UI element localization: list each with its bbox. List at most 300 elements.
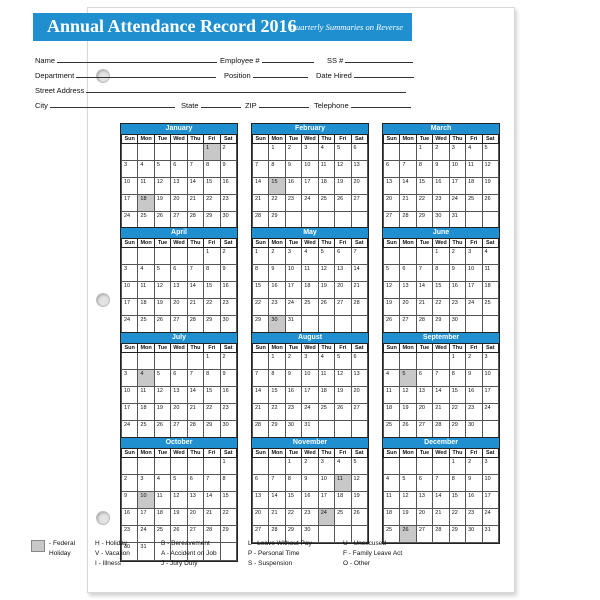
day-cell[interactable]: 2 bbox=[466, 458, 482, 475]
day-cell[interactable]: 8 bbox=[416, 161, 432, 178]
day-cell[interactable]: 21 bbox=[187, 299, 203, 316]
day-cell[interactable]: 9 bbox=[220, 265, 236, 282]
day-cell[interactable]: 25 bbox=[482, 299, 498, 316]
day-cell[interactable]: 23 bbox=[302, 509, 318, 526]
employee-number-field[interactable] bbox=[220, 55, 314, 65]
day-cell[interactable]: 30 bbox=[122, 543, 138, 560]
city-field[interactable] bbox=[35, 100, 175, 110]
day-cell[interactable]: 8 bbox=[269, 161, 285, 178]
day-cell[interactable]: 1 bbox=[449, 458, 465, 475]
state-field[interactable] bbox=[181, 100, 241, 110]
day-cell[interactable]: 17 bbox=[318, 492, 334, 509]
day-cell[interactable]: 19 bbox=[318, 282, 334, 299]
day-cell[interactable]: 5 bbox=[351, 458, 367, 475]
day-cell[interactable]: 17 bbox=[302, 387, 318, 404]
day-cell[interactable]: 26 bbox=[171, 526, 187, 543]
day-cell[interactable]: 23 bbox=[122, 526, 138, 543]
day-cell[interactable]: 11 bbox=[466, 161, 482, 178]
day-cell-holiday[interactable]: 15 bbox=[269, 178, 285, 195]
day-cell[interactable]: 24 bbox=[122, 212, 138, 229]
day-cell[interactable]: 17 bbox=[466, 282, 482, 299]
day-cell[interactable]: 22 bbox=[220, 509, 236, 526]
day-cell[interactable]: 17 bbox=[482, 492, 498, 509]
day-cell[interactable]: 24 bbox=[302, 195, 318, 212]
day-cell[interactable]: 16 bbox=[466, 492, 482, 509]
day-cell[interactable]: 27 bbox=[416, 526, 432, 543]
day-cell[interactable]: 11 bbox=[318, 370, 334, 387]
day-cell[interactable]: 7 bbox=[269, 475, 285, 492]
day-cell[interactable]: 4 bbox=[335, 458, 351, 475]
day-cell[interactable]: 13 bbox=[351, 161, 367, 178]
day-cell[interactable]: 20 bbox=[335, 282, 351, 299]
day-cell[interactable]: 14 bbox=[400, 178, 416, 195]
day-cell[interactable]: 25 bbox=[384, 421, 400, 438]
day-cell[interactable]: 2 bbox=[285, 353, 301, 370]
day-cell[interactable]: 23 bbox=[466, 509, 482, 526]
day-cell[interactable]: 25 bbox=[318, 195, 334, 212]
day-cell[interactable]: 23 bbox=[269, 299, 285, 316]
day-cell[interactable]: 3 bbox=[482, 353, 498, 370]
day-cell[interactable]: 30 bbox=[220, 212, 236, 229]
day-cell[interactable]: 25 bbox=[335, 509, 351, 526]
day-cell[interactable]: 19 bbox=[384, 299, 400, 316]
day-cell[interactable]: 30 bbox=[466, 526, 482, 543]
day-cell[interactable]: 23 bbox=[433, 195, 449, 212]
day-cell[interactable]: 10 bbox=[449, 161, 465, 178]
day-cell[interactable]: 10 bbox=[122, 387, 138, 404]
day-cell[interactable]: 15 bbox=[220, 492, 236, 509]
day-cell[interactable]: 20 bbox=[187, 509, 203, 526]
day-cell[interactable]: 11 bbox=[384, 492, 400, 509]
day-cell[interactable]: 12 bbox=[154, 178, 170, 195]
day-cell[interactable]: 4 bbox=[384, 370, 400, 387]
day-cell[interactable]: 25 bbox=[384, 526, 400, 543]
day-cell[interactable]: 22 bbox=[204, 195, 220, 212]
day-cell[interactable]: 25 bbox=[138, 212, 154, 229]
day-cell[interactable]: 31 bbox=[482, 526, 498, 543]
day-cell[interactable]: 29 bbox=[269, 421, 285, 438]
day-cell[interactable]: 28 bbox=[187, 316, 203, 333]
day-cell[interactable]: 23 bbox=[285, 195, 301, 212]
day-cell[interactable]: 14 bbox=[433, 492, 449, 509]
day-cell[interactable]: 3 bbox=[122, 370, 138, 387]
day-cell[interactable]: 4 bbox=[154, 475, 170, 492]
day-cell[interactable]: 3 bbox=[122, 161, 138, 178]
day-cell[interactable]: 11 bbox=[154, 492, 170, 509]
day-cell[interactable]: 22 bbox=[204, 299, 220, 316]
day-cell[interactable]: 2 bbox=[122, 475, 138, 492]
day-cell[interactable]: 24 bbox=[482, 404, 498, 421]
day-cell[interactable]: 4 bbox=[138, 265, 154, 282]
day-cell[interactable]: 2 bbox=[285, 144, 301, 161]
day-cell[interactable]: 4 bbox=[482, 248, 498, 265]
day-cell[interactable]: 6 bbox=[400, 265, 416, 282]
day-cell[interactable]: 8 bbox=[204, 161, 220, 178]
day-cell[interactable]: 2 bbox=[269, 248, 285, 265]
day-cell[interactable]: 5 bbox=[154, 161, 170, 178]
day-cell[interactable]: 18 bbox=[335, 492, 351, 509]
day-cell[interactable]: 13 bbox=[335, 265, 351, 282]
day-cell[interactable]: 26 bbox=[482, 195, 498, 212]
day-cell[interactable]: 13 bbox=[416, 387, 432, 404]
day-cell[interactable]: 29 bbox=[204, 421, 220, 438]
day-cell[interactable]: 13 bbox=[171, 282, 187, 299]
day-cell[interactable]: 14 bbox=[187, 387, 203, 404]
day-cell-holiday[interactable]: 11 bbox=[335, 475, 351, 492]
day-cell[interactable]: 26 bbox=[384, 316, 400, 333]
day-cell[interactable]: 7 bbox=[204, 475, 220, 492]
day-cell[interactable]: 16 bbox=[285, 387, 301, 404]
day-cell[interactable]: 26 bbox=[351, 509, 367, 526]
day-cell[interactable]: 17 bbox=[449, 178, 465, 195]
day-cell[interactable]: 14 bbox=[204, 492, 220, 509]
day-cell[interactable]: 5 bbox=[171, 475, 187, 492]
day-cell[interactable]: 30 bbox=[285, 421, 301, 438]
day-cell[interactable]: 11 bbox=[302, 265, 318, 282]
day-cell[interactable]: 16 bbox=[285, 178, 301, 195]
day-cell[interactable]: 13 bbox=[384, 178, 400, 195]
day-cell[interactable]: 6 bbox=[335, 248, 351, 265]
day-cell[interactable]: 9 bbox=[220, 161, 236, 178]
day-cell[interactable]: 29 bbox=[220, 526, 236, 543]
day-cell[interactable]: 20 bbox=[400, 299, 416, 316]
day-cell[interactable]: 7 bbox=[400, 161, 416, 178]
day-cell[interactable]: 27 bbox=[171, 316, 187, 333]
day-cell[interactable]: 29 bbox=[204, 212, 220, 229]
day-cell[interactable]: 14 bbox=[416, 282, 432, 299]
day-cell[interactable]: 19 bbox=[482, 178, 498, 195]
day-cell[interactable]: 15 bbox=[449, 492, 465, 509]
day-cell[interactable]: 6 bbox=[187, 475, 203, 492]
day-cell[interactable]: 3 bbox=[285, 248, 301, 265]
day-cell[interactable]: 13 bbox=[171, 178, 187, 195]
day-cell[interactable]: 7 bbox=[187, 265, 203, 282]
day-cell[interactable]: 12 bbox=[400, 387, 416, 404]
day-cell[interactable]: 22 bbox=[269, 195, 285, 212]
day-cell[interactable]: 3 bbox=[466, 248, 482, 265]
day-cell[interactable]: 22 bbox=[285, 509, 301, 526]
day-cell[interactable]: 19 bbox=[400, 509, 416, 526]
day-cell[interactable]: 18 bbox=[318, 178, 334, 195]
day-cell[interactable]: 26 bbox=[335, 404, 351, 421]
day-cell[interactable]: 3 bbox=[138, 475, 154, 492]
day-cell[interactable]: 9 bbox=[466, 370, 482, 387]
day-cell[interactable]: 9 bbox=[302, 475, 318, 492]
day-cell[interactable]: 2 bbox=[433, 144, 449, 161]
day-cell[interactable]: 2 bbox=[302, 458, 318, 475]
day-cell-holiday[interactable]: 5 bbox=[400, 370, 416, 387]
day-cell[interactable]: 29 bbox=[204, 316, 220, 333]
day-cell[interactable]: 25 bbox=[154, 526, 170, 543]
day-cell[interactable]: 21 bbox=[416, 299, 432, 316]
day-cell[interactable]: 2 bbox=[466, 353, 482, 370]
day-cell[interactable]: 28 bbox=[400, 212, 416, 229]
day-cell[interactable]: 1 bbox=[285, 458, 301, 475]
day-cell[interactable]: 9 bbox=[285, 370, 301, 387]
day-cell[interactable]: 27 bbox=[416, 421, 432, 438]
day-cell[interactable]: 19 bbox=[154, 195, 170, 212]
day-cell[interactable]: 8 bbox=[204, 370, 220, 387]
day-cell[interactable]: 6 bbox=[171, 265, 187, 282]
day-cell[interactable]: 10 bbox=[318, 475, 334, 492]
day-cell[interactable]: 31 bbox=[302, 421, 318, 438]
day-cell[interactable]: 21 bbox=[400, 195, 416, 212]
day-cell[interactable]: 28 bbox=[187, 421, 203, 438]
ss-number-field[interactable] bbox=[327, 55, 413, 65]
day-cell[interactable]: 12 bbox=[171, 492, 187, 509]
day-cell[interactable]: 23 bbox=[220, 404, 236, 421]
day-cell[interactable]: 12 bbox=[154, 282, 170, 299]
day-cell[interactable]: 11 bbox=[138, 387, 154, 404]
day-cell[interactable]: 1 bbox=[204, 353, 220, 370]
telephone-field[interactable] bbox=[314, 100, 411, 110]
day-cell[interactable]: 6 bbox=[171, 370, 187, 387]
day-cell[interactable]: 26 bbox=[400, 421, 416, 438]
day-cell[interactable]: 27 bbox=[400, 316, 416, 333]
day-cell[interactable]: 8 bbox=[253, 265, 269, 282]
day-cell[interactable]: 12 bbox=[335, 161, 351, 178]
day-cell-holiday[interactable]: 10 bbox=[138, 492, 154, 509]
day-cell[interactable]: 28 bbox=[204, 526, 220, 543]
day-cell[interactable]: 4 bbox=[318, 353, 334, 370]
day-cell-holiday[interactable]: 18 bbox=[138, 195, 154, 212]
day-cell[interactable]: 14 bbox=[253, 387, 269, 404]
day-cell[interactable]: 17 bbox=[482, 387, 498, 404]
day-cell[interactable]: 8 bbox=[449, 475, 465, 492]
day-cell-holiday[interactable]: 1 bbox=[204, 144, 220, 161]
day-cell[interactable]: 6 bbox=[351, 144, 367, 161]
day-cell[interactable]: 15 bbox=[204, 282, 220, 299]
day-cell[interactable]: 2 bbox=[220, 248, 236, 265]
day-cell-holiday[interactable]: 26 bbox=[400, 526, 416, 543]
day-cell[interactable]: 1 bbox=[204, 248, 220, 265]
day-cell[interactable]: 5 bbox=[384, 265, 400, 282]
day-cell[interactable]: 21 bbox=[204, 509, 220, 526]
day-cell[interactable]: 15 bbox=[204, 178, 220, 195]
day-cell[interactable]: 21 bbox=[253, 404, 269, 421]
day-cell[interactable]: 26 bbox=[154, 421, 170, 438]
day-cell[interactable]: 11 bbox=[138, 178, 154, 195]
day-cell[interactable]: 7 bbox=[253, 370, 269, 387]
day-cell[interactable]: 15 bbox=[285, 492, 301, 509]
day-cell[interactable]: 1 bbox=[416, 144, 432, 161]
day-cell[interactable]: 10 bbox=[302, 161, 318, 178]
day-cell[interactable]: 7 bbox=[351, 248, 367, 265]
day-cell[interactable]: 15 bbox=[433, 282, 449, 299]
day-cell[interactable]: 16 bbox=[122, 509, 138, 526]
day-cell[interactable]: 30 bbox=[433, 212, 449, 229]
day-cell[interactable]: 12 bbox=[482, 161, 498, 178]
day-cell[interactable]: 4 bbox=[384, 475, 400, 492]
department-field[interactable] bbox=[35, 70, 216, 80]
day-cell[interactable]: 9 bbox=[269, 265, 285, 282]
day-cell[interactable]: 9 bbox=[466, 475, 482, 492]
day-cell[interactable]: 7 bbox=[416, 265, 432, 282]
day-cell[interactable]: 13 bbox=[400, 282, 416, 299]
day-cell[interactable]: 3 bbox=[318, 458, 334, 475]
day-cell[interactable]: 14 bbox=[433, 387, 449, 404]
day-cell[interactable]: 7 bbox=[187, 161, 203, 178]
day-cell[interactable]: 16 bbox=[302, 492, 318, 509]
day-cell-holiday[interactable]: 24 bbox=[318, 509, 334, 526]
day-cell[interactable]: 1 bbox=[269, 144, 285, 161]
day-cell[interactable]: 22 bbox=[204, 404, 220, 421]
day-cell[interactable]: 20 bbox=[253, 509, 269, 526]
day-cell[interactable]: 15 bbox=[416, 178, 432, 195]
day-cell[interactable]: 8 bbox=[449, 370, 465, 387]
day-cell[interactable]: 31 bbox=[138, 543, 154, 560]
day-cell[interactable]: 22 bbox=[416, 195, 432, 212]
day-cell[interactable]: 27 bbox=[253, 526, 269, 543]
day-cell-holiday[interactable]: 30 bbox=[269, 316, 285, 333]
day-cell[interactable]: 18 bbox=[384, 404, 400, 421]
day-cell[interactable]: 12 bbox=[154, 387, 170, 404]
day-cell[interactable]: 28 bbox=[253, 212, 269, 229]
day-cell[interactable]: 29 bbox=[269, 212, 285, 229]
day-cell[interactable]: 28 bbox=[269, 526, 285, 543]
day-cell[interactable]: 30 bbox=[220, 316, 236, 333]
day-cell[interactable]: 11 bbox=[384, 387, 400, 404]
day-cell[interactable]: 20 bbox=[351, 178, 367, 195]
day-cell[interactable]: 12 bbox=[335, 370, 351, 387]
day-cell[interactable]: 31 bbox=[285, 316, 301, 333]
day-cell[interactable]: 12 bbox=[351, 475, 367, 492]
day-cell[interactable]: 15 bbox=[204, 387, 220, 404]
day-cell[interactable]: 7 bbox=[433, 475, 449, 492]
day-cell[interactable]: 10 bbox=[285, 265, 301, 282]
day-cell[interactable]: 20 bbox=[171, 404, 187, 421]
day-cell[interactable]: 9 bbox=[285, 161, 301, 178]
day-cell[interactable]: 30 bbox=[466, 421, 482, 438]
day-cell[interactable]: 18 bbox=[466, 178, 482, 195]
day-cell[interactable]: 1 bbox=[220, 458, 236, 475]
day-cell[interactable]: 27 bbox=[171, 421, 187, 438]
day-cell[interactable]: 4 bbox=[318, 144, 334, 161]
day-cell[interactable]: 3 bbox=[122, 265, 138, 282]
day-cell[interactable]: 21 bbox=[433, 509, 449, 526]
day-cell[interactable]: 6 bbox=[253, 475, 269, 492]
day-cell[interactable]: 31 bbox=[449, 212, 465, 229]
day-cell[interactable]: 13 bbox=[416, 492, 432, 509]
day-cell[interactable]: 17 bbox=[122, 404, 138, 421]
day-cell[interactable]: 13 bbox=[171, 387, 187, 404]
day-cell[interactable]: 23 bbox=[220, 299, 236, 316]
day-cell[interactable]: 1 bbox=[253, 248, 269, 265]
day-cell[interactable]: 25 bbox=[138, 316, 154, 333]
day-cell[interactable]: 26 bbox=[154, 212, 170, 229]
day-cell[interactable]: 24 bbox=[122, 316, 138, 333]
day-cell[interactable]: 16 bbox=[466, 387, 482, 404]
day-cell[interactable]: 5 bbox=[154, 370, 170, 387]
day-cell[interactable]: 13 bbox=[187, 492, 203, 509]
day-cell[interactable]: 21 bbox=[269, 509, 285, 526]
day-cell[interactable]: 7 bbox=[187, 370, 203, 387]
day-cell[interactable]: 5 bbox=[335, 353, 351, 370]
day-cell[interactable]: 10 bbox=[466, 265, 482, 282]
day-cell[interactable]: 21 bbox=[433, 404, 449, 421]
day-cell[interactable]: 30 bbox=[449, 316, 465, 333]
day-cell[interactable]: 10 bbox=[482, 370, 498, 387]
day-cell[interactable]: 28 bbox=[433, 526, 449, 543]
day-cell[interactable]: 3 bbox=[482, 458, 498, 475]
day-cell[interactable]: 25 bbox=[138, 421, 154, 438]
day-cell[interactable]: 10 bbox=[302, 370, 318, 387]
day-cell[interactable]: 26 bbox=[318, 299, 334, 316]
day-cell[interactable]: 16 bbox=[449, 282, 465, 299]
day-cell[interactable]: 11 bbox=[138, 282, 154, 299]
day-cell[interactable]: 27 bbox=[171, 212, 187, 229]
day-cell[interactable]: 14 bbox=[187, 282, 203, 299]
day-cell[interactable]: 7 bbox=[433, 370, 449, 387]
day-cell[interactable]: 29 bbox=[449, 421, 465, 438]
day-cell[interactable]: 24 bbox=[449, 195, 465, 212]
day-cell[interactable]: 2 bbox=[220, 144, 236, 161]
day-cell[interactable]: 5 bbox=[154, 265, 170, 282]
day-cell[interactable]: 1 bbox=[433, 248, 449, 265]
day-cell[interactable]: 17 bbox=[122, 195, 138, 212]
day-cell[interactable]: 11 bbox=[482, 265, 498, 282]
day-cell[interactable]: 20 bbox=[416, 404, 432, 421]
date-hired-field[interactable] bbox=[316, 70, 414, 80]
day-cell[interactable]: 17 bbox=[302, 178, 318, 195]
day-cell[interactable]: 30 bbox=[302, 526, 318, 543]
day-cell[interactable]: 28 bbox=[433, 421, 449, 438]
day-cell[interactable]: 24 bbox=[285, 299, 301, 316]
day-cell[interactable]: 8 bbox=[285, 475, 301, 492]
name-field[interactable] bbox=[35, 55, 217, 65]
day-cell[interactable]: 16 bbox=[220, 282, 236, 299]
day-cell[interactable]: 15 bbox=[269, 387, 285, 404]
day-cell[interactable]: 29 bbox=[285, 526, 301, 543]
day-cell[interactable]: 22 bbox=[433, 299, 449, 316]
day-cell[interactable]: 6 bbox=[416, 475, 432, 492]
day-cell[interactable]: 29 bbox=[416, 212, 432, 229]
day-cell[interactable]: 3 bbox=[449, 144, 465, 161]
day-cell[interactable]: 28 bbox=[253, 421, 269, 438]
day-cell[interactable]: 10 bbox=[122, 178, 138, 195]
day-cell[interactable]: 6 bbox=[171, 161, 187, 178]
day-cell[interactable]: 5 bbox=[482, 144, 498, 161]
day-cell[interactable]: 15 bbox=[449, 387, 465, 404]
day-cell-holiday[interactable]: 4 bbox=[138, 370, 154, 387]
day-cell[interactable]: 27 bbox=[351, 195, 367, 212]
day-cell[interactable]: 8 bbox=[204, 265, 220, 282]
day-cell[interactable]: 18 bbox=[318, 387, 334, 404]
day-cell[interactable]: 24 bbox=[466, 299, 482, 316]
day-cell[interactable]: 27 bbox=[351, 404, 367, 421]
day-cell[interactable]: 24 bbox=[302, 404, 318, 421]
day-cell[interactable]: 23 bbox=[285, 404, 301, 421]
day-cell[interactable]: 29 bbox=[433, 316, 449, 333]
day-cell[interactable]: 19 bbox=[171, 509, 187, 526]
day-cell[interactable]: 8 bbox=[269, 370, 285, 387]
day-cell[interactable]: 5 bbox=[335, 144, 351, 161]
day-cell[interactable]: 20 bbox=[384, 195, 400, 212]
day-cell[interactable]: 24 bbox=[122, 421, 138, 438]
day-cell[interactable]: 12 bbox=[384, 282, 400, 299]
day-cell[interactable]: 16 bbox=[433, 178, 449, 195]
day-cell[interactable]: 4 bbox=[466, 144, 482, 161]
day-cell[interactable]: 28 bbox=[187, 212, 203, 229]
day-cell[interactable]: 17 bbox=[285, 282, 301, 299]
day-cell[interactable]: 1 bbox=[449, 353, 465, 370]
day-cell[interactable]: 25 bbox=[318, 404, 334, 421]
day-cell[interactable]: 2 bbox=[449, 248, 465, 265]
day-cell[interactable]: 20 bbox=[171, 195, 187, 212]
day-cell[interactable]: 22 bbox=[449, 509, 465, 526]
day-cell[interactable]: 11 bbox=[318, 161, 334, 178]
day-cell[interactable]: 13 bbox=[253, 492, 269, 509]
